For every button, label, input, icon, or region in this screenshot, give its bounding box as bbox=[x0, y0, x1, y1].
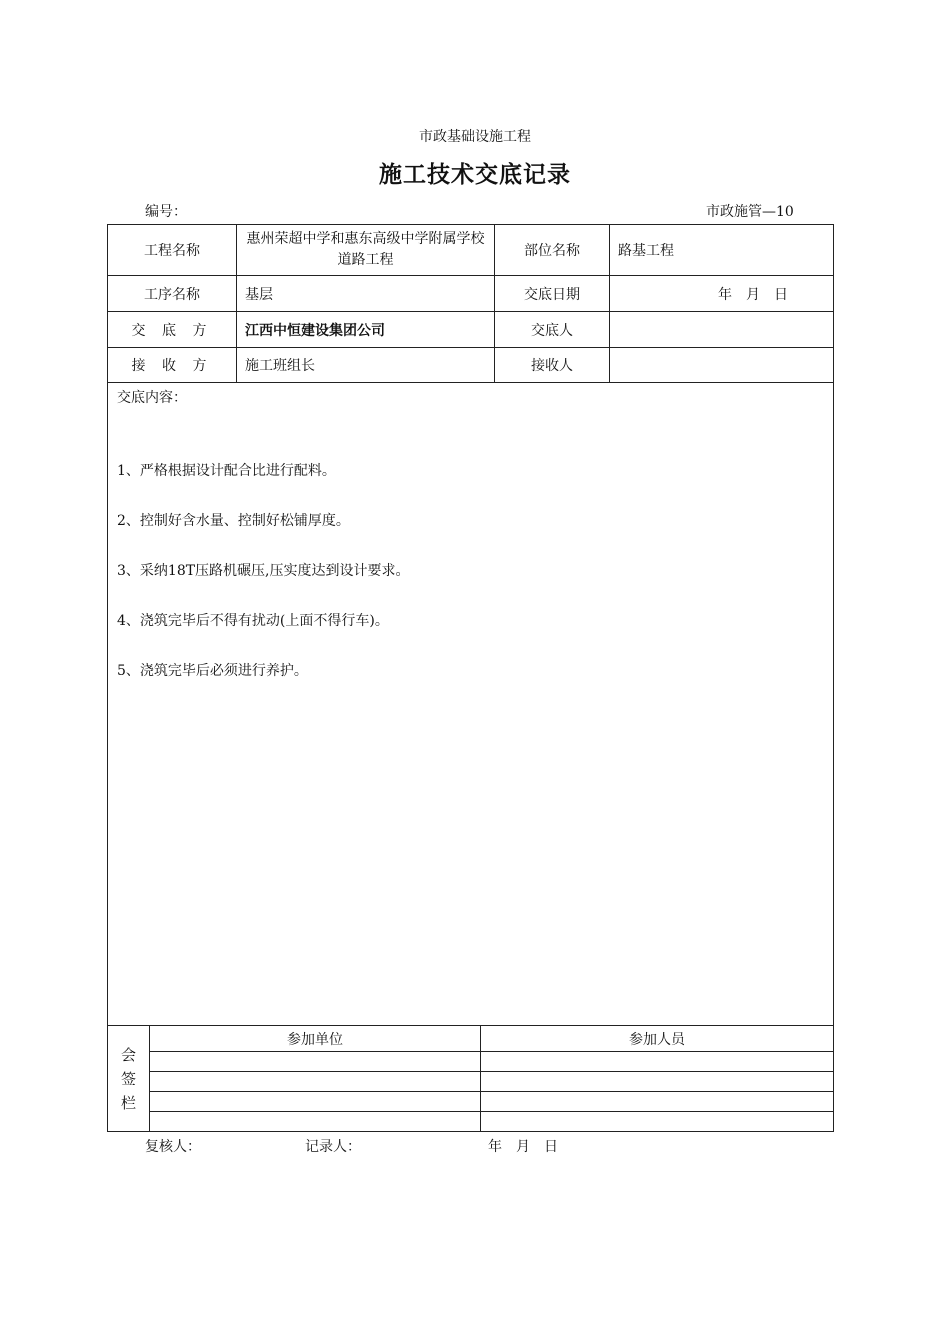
info-row-receiving bbox=[108, 348, 834, 383]
part-name-label: 部位名称 bbox=[495, 225, 610, 276]
footer-date: 年 月 日 bbox=[488, 1139, 558, 1155]
content-item-5: 5、浇筑完毕后必须进行养护。 bbox=[117, 663, 308, 679]
handover-party-value[interactable]: 江西中恒建设集团公司 bbox=[237, 312, 495, 348]
handover-content-area[interactable] bbox=[107, 382, 834, 1025]
people-header: 参加人员 bbox=[481, 1026, 834, 1052]
side-label-char-2: 签 bbox=[120, 1069, 136, 1088]
signature-header-row bbox=[108, 1026, 834, 1052]
people-cell[interactable] bbox=[481, 1052, 834, 1072]
process-name-label: 工序名称 bbox=[108, 276, 237, 312]
form-subtitle: 市政基础设施工程 bbox=[419, 129, 531, 145]
people-cell[interactable] bbox=[481, 1092, 834, 1112]
signature-table bbox=[107, 1025, 834, 1132]
part-name-value[interactable]: 路基工程 bbox=[610, 225, 834, 276]
side-label-char-3: 栏 bbox=[120, 1093, 136, 1112]
people-cell[interactable] bbox=[481, 1112, 834, 1132]
signature-row bbox=[108, 1052, 834, 1072]
form-title: 施工技术交底记录 bbox=[379, 162, 571, 188]
signature-row bbox=[108, 1112, 834, 1132]
content-item-4: 4、浇筑完毕后不得有扰动(上面不得行车)。 bbox=[117, 613, 389, 629]
number-label: 编号： bbox=[145, 204, 187, 220]
handover-date-label: 交底日期 bbox=[495, 276, 610, 312]
signature-row bbox=[108, 1092, 834, 1112]
handover-party-label: 交 底 方 bbox=[108, 312, 237, 348]
content-label: 交底内容： bbox=[117, 390, 187, 406]
unit-header: 参加单位 bbox=[150, 1026, 481, 1052]
project-name-label: 工程名称 bbox=[108, 225, 237, 276]
side-label-char-1: 会 bbox=[120, 1045, 136, 1064]
content-item-1: 1、严格根据设计配合比进行配料。 bbox=[117, 463, 336, 479]
handover-person-value[interactable] bbox=[610, 312, 834, 348]
people-cell[interactable] bbox=[481, 1072, 834, 1092]
form-code: 市政施管—10 bbox=[706, 204, 794, 220]
receiver-label: 接收人 bbox=[495, 348, 610, 383]
process-name-value[interactable]: 基层 bbox=[237, 276, 495, 312]
project-info-table bbox=[107, 224, 834, 383]
unit-cell[interactable] bbox=[150, 1052, 481, 1072]
handover-person-label: 交底人 bbox=[495, 312, 610, 348]
content-item-2: 2、控制好含水量、控制好松铺厚度。 bbox=[117, 513, 350, 529]
signature-row bbox=[108, 1072, 834, 1092]
receiver-value[interactable] bbox=[610, 348, 834, 383]
content-item-3: 3、采纳18T压路机碾压,压实度达到设计要求。 bbox=[117, 563, 410, 579]
info-row-handover bbox=[108, 312, 834, 348]
project-name-value[interactable]: 惠州荣超中学和惠东高级中学附属学校道路工程 bbox=[237, 225, 495, 276]
handover-date-value[interactable]: 年 月 日 bbox=[610, 276, 834, 312]
recorder-label: 记录人： bbox=[305, 1139, 361, 1155]
unit-cell[interactable] bbox=[150, 1112, 481, 1132]
info-row-process bbox=[108, 276, 834, 312]
receiving-party-value[interactable]: 施工班组长 bbox=[237, 348, 495, 383]
info-row-project bbox=[108, 225, 834, 276]
unit-cell[interactable] bbox=[150, 1072, 481, 1092]
signature-side-label bbox=[108, 1026, 150, 1132]
unit-cell[interactable] bbox=[150, 1092, 481, 1112]
receiving-party-label: 接 收 方 bbox=[108, 348, 237, 383]
reviewer-label: 复核人： bbox=[145, 1139, 201, 1155]
